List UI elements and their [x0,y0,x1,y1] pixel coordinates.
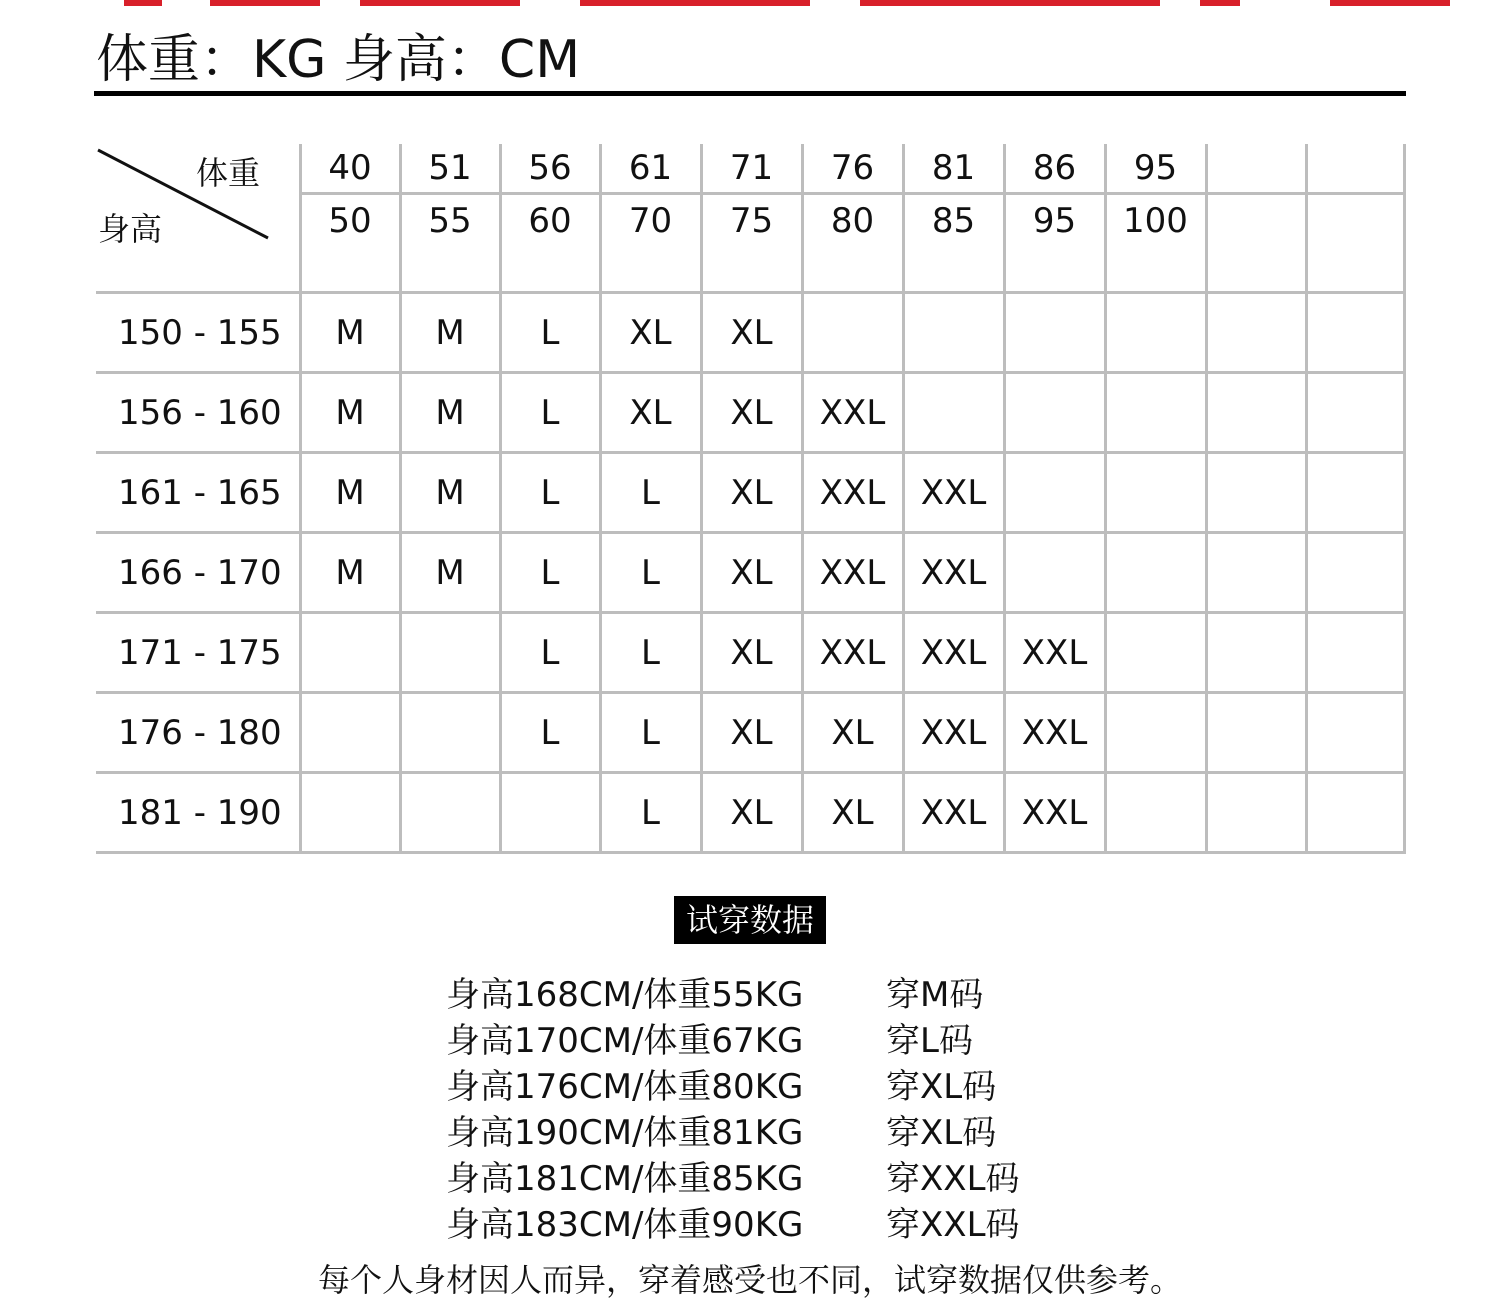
table-row [96,373,1404,453]
tryon-item [446,1064,1020,1110]
size-cell: XL [701,693,802,773]
size-cell: L [500,533,600,613]
size-chart-table [96,144,1406,854]
weight-from-cell: 76 [802,144,903,194]
size-cell [300,613,400,693]
height-range-cell: 156 - 160 [96,373,300,453]
size-cell: L [600,693,701,773]
size-cell: L [600,453,701,533]
banner-fragment [210,0,320,6]
size-cell [300,773,400,853]
size-cell [400,773,500,853]
size-cell: XXL [903,773,1004,853]
table-row [96,293,1404,373]
height-range-cell: 171 - 175 [96,613,300,693]
size-cell [1206,293,1306,373]
cropped-red-banner [0,0,1500,6]
size-cell: M [300,293,400,373]
height-range-cell: 150 - 155 [96,293,300,373]
tryon-item [446,1110,1020,1156]
size-cell: XXL [802,613,903,693]
size-cell [1206,453,1306,533]
size-cell [1306,693,1404,773]
size-cell: XXL [1004,693,1105,773]
size-cell [1306,453,1404,533]
tryon-spec: 身高190CM/体重81KG [446,1113,804,1153]
size-cell [1105,773,1206,853]
size-cell: XL [802,693,903,773]
weight-to-cell: 80 [802,194,903,293]
weight-from-cell: 81 [903,144,1004,194]
banner-fragment [580,0,810,6]
size-cell: XXL [903,693,1004,773]
weight-to-cell: 75 [701,194,802,293]
weight-to-cell: 60 [500,194,600,293]
tryon-spec: 身高183CM/体重90KG [446,1205,804,1245]
weight-from-cell: 56 [500,144,600,194]
size-cell [903,373,1004,453]
size-cell [300,693,400,773]
size-cell [400,613,500,693]
size-cell: L [600,773,701,853]
weight-from-cell: 40 [300,144,400,194]
size-cell: M [400,373,500,453]
size-cell: L [500,613,600,693]
height-range-cell: 166 - 170 [96,533,300,613]
banner-fragment [124,0,162,6]
size-cell: XL [701,453,802,533]
size-cell: XXL [903,453,1004,533]
size-cell: XL [600,373,701,453]
size-cell [1004,453,1105,533]
banner-fragment [860,0,1160,6]
size-cell: XL [701,613,802,693]
weight-from-cell [1206,144,1306,194]
size-cell: XXL [802,533,903,613]
size-cell [1105,533,1206,613]
unit-title: 体重：KG 身高：CM [96,30,581,90]
weight-to-cell [1306,194,1404,293]
weight-to-cell: 95 [1004,194,1105,293]
tryon-title-wrap [0,896,1500,944]
tryon-title-tag: 试穿数据 [674,896,826,944]
size-cell: XL [701,373,802,453]
tryon-item [446,1018,1020,1064]
corner-weight-label: 体重 [196,153,261,192]
size-cell: XXL [1004,773,1105,853]
size-cell: M [400,453,500,533]
banner-fragment [1330,0,1450,6]
size-cell [1306,293,1404,373]
size-cell: M [400,293,500,373]
weight-from-cell: 71 [701,144,802,194]
tryon-spec: 身高181CM/体重85KG [446,1159,804,1199]
size-cell: L [600,533,701,613]
size-cell [1105,693,1206,773]
height-range-cell: 161 - 165 [96,453,300,533]
banner-fragment [360,0,520,6]
size-cell: XL [701,533,802,613]
size-cell: XL [600,293,701,373]
tryon-spec: 身高170CM/体重67KG [446,1021,804,1061]
size-cell: L [500,453,600,533]
size-cell [1105,293,1206,373]
size-cell [1306,373,1404,453]
tryon-result: 穿XXL码 [886,1159,1020,1199]
table-row [96,533,1404,613]
size-cell: XL [701,293,802,373]
size-cell [903,293,1004,373]
table-row [96,613,1404,693]
size-cell [1206,773,1306,853]
banner-fragment [1200,0,1240,6]
weight-to-cell: 85 [903,194,1004,293]
size-cell [1306,533,1404,613]
tryon-item [446,972,1020,1018]
size-cell: L [500,693,600,773]
weight-from-cell: 95 [1105,144,1206,194]
tryon-result: 穿XXL码 [886,1205,1020,1245]
weight-to-cell: 100 [1105,194,1206,293]
tryon-item [446,1202,1020,1248]
size-cell [802,293,903,373]
size-cell: XXL [802,453,903,533]
table-row [96,693,1404,773]
weight-to-cell [1206,194,1306,293]
tryon-result: 穿XL码 [886,1113,997,1153]
size-cell [1004,533,1105,613]
size-cell: XL [802,773,903,853]
size-cell: XXL [802,373,903,453]
title-divider [94,91,1406,96]
disclaimer-text: 每个人身材因人而异，穿着感受也不同，试穿数据仅供参考。 [317,1261,1182,1299]
tryon-item [446,1156,1020,1202]
weight-from-cell [1306,144,1404,194]
weight-to-cell: 70 [600,194,701,293]
weight-from-row [96,144,1404,194]
size-cell [1306,613,1404,693]
size-cell: M [400,533,500,613]
weight-from-cell: 51 [400,144,500,194]
size-cell: L [500,293,600,373]
table-corner [96,144,300,293]
table-row [96,773,1404,853]
tryon-data-list [446,972,1020,1248]
weight-to-cell: 50 [300,194,400,293]
tryon-result: 穿M码 [886,975,984,1015]
size-cell [1004,373,1105,453]
size-cell: XXL [903,533,1004,613]
size-cell [1105,453,1206,533]
height-range-cell: 176 - 180 [96,693,300,773]
size-cell [1206,693,1306,773]
tryon-result: 穿L码 [886,1021,973,1061]
weight-from-cell: 61 [600,144,701,194]
tryon-spec: 身高176CM/体重80KG [446,1067,804,1107]
size-cell [400,693,500,773]
size-cell: XXL [903,613,1004,693]
size-cell [1206,613,1306,693]
corner-height-label: 身高 [98,209,163,248]
size-cell: L [600,613,701,693]
size-cell [1105,373,1206,453]
size-cell: M [300,453,400,533]
size-cell: XXL [1004,613,1105,693]
size-cell [1004,293,1105,373]
size-cell: L [500,373,600,453]
weight-to-cell: 55 [400,194,500,293]
size-cell: M [300,533,400,613]
size-cell: XL [701,773,802,853]
size-cell: M [300,373,400,453]
size-cell [1206,373,1306,453]
tryon-result: 穿XL码 [886,1067,997,1107]
size-cell [1306,773,1404,853]
size-cell [1105,613,1206,693]
table-row [96,453,1404,533]
size-cell [1206,533,1306,613]
size-cell [500,773,600,853]
tryon-spec: 身高168CM/体重55KG [446,975,804,1015]
height-range-cell: 181 - 190 [96,773,300,853]
weight-from-cell: 86 [1004,144,1105,194]
